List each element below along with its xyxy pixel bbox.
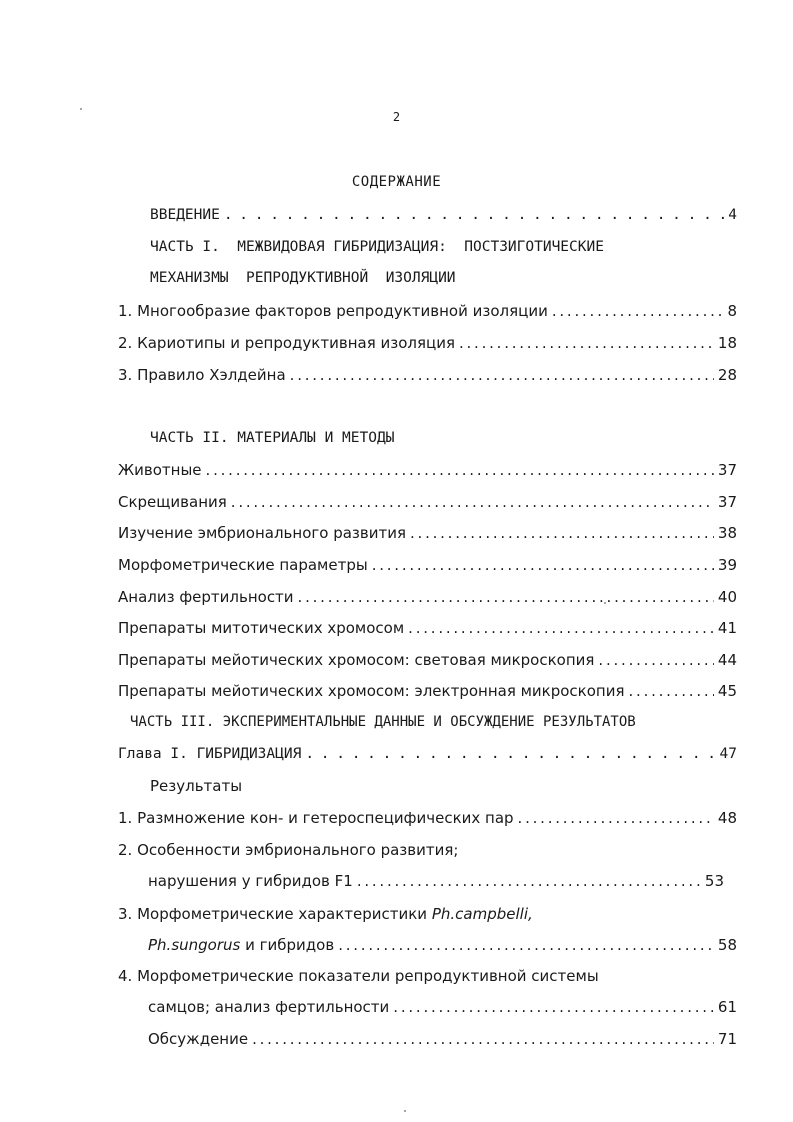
dot-leader <box>305 744 715 764</box>
entry-label: Морфометрические параметры <box>118 556 368 574</box>
toc-entry[interactable] <box>118 523 737 543</box>
dot-leader <box>629 681 714 701</box>
toc-entry[interactable] <box>118 618 737 638</box>
entry-page: 18 <box>717 334 737 352</box>
entry-label: Скрещивания <box>118 493 227 511</box>
entry-label: Препараты мейотических хромосом: электронная микроскопия <box>118 682 625 700</box>
dot-leader <box>552 301 724 321</box>
entry-label: Глава I. ГИБРИДИЗАЦИЯ <box>118 746 302 762</box>
entry-page: 40 <box>717 588 737 606</box>
dot-leader <box>231 492 714 512</box>
dot-leader <box>298 587 714 607</box>
dot-leader <box>459 333 714 353</box>
entry-page: 4 <box>728 207 737 223</box>
toc-entry[interactable] <box>118 555 737 575</box>
dot-leader <box>372 555 714 575</box>
toc-entry-line1[interactable] <box>118 840 458 860</box>
entry-number: 3. <box>118 905 133 923</box>
entry-page: 48 <box>717 809 737 827</box>
dot-leader <box>410 523 714 543</box>
entry-number: 3. <box>118 366 133 384</box>
entry-label: и гибридов <box>245 936 335 954</box>
entry-page: 53 <box>704 872 724 890</box>
entry-label: Особенности эмбрионального развития; <box>137 841 459 859</box>
toc-entry[interactable] <box>118 301 737 321</box>
dot-leader <box>357 871 701 891</box>
entry-page: 58 <box>717 936 737 954</box>
dot-leader <box>290 365 714 385</box>
toc-entry[interactable] <box>118 365 737 385</box>
entry-label: Изучение эмбрионального развития <box>118 524 406 542</box>
toc-title: СОДЕРЖАНИЕ <box>351 174 442 190</box>
entry-number: 2. <box>118 841 133 859</box>
dot-leader <box>252 1029 714 1049</box>
part1-heading-line2: МЕХАНИЗМЫ РЕПРОДУКТИВНОЙ ИЗОЛЯЦИИ <box>150 270 456 286</box>
entry-label: самцов; анализ фертильности <box>148 998 390 1016</box>
entry-page: 39 <box>717 556 737 574</box>
entry-label: Препараты митотических хромосом <box>118 619 405 637</box>
entry-label: Препараты мейотических хромосом: световая микроскопия <box>118 651 595 669</box>
entry-page: 37 <box>717 461 737 479</box>
dot-leader <box>224 205 724 225</box>
results-label: Результаты <box>150 777 243 795</box>
toc-entry[interactable] <box>118 333 737 353</box>
part3-heading: ЧАСТЬ III. ЭКСПЕРИМЕНТАЛЬНЫЕ ДАННЫЕ И ОБСУЖДЕНИЕ РЕЗУЛЬТАТОВ <box>130 714 636 730</box>
entry-label: нарушения у гибридов F1 <box>148 872 353 890</box>
part1-heading-line1: ЧАСТЬ I. МЕЖВИДОВАЯ ГИБРИДИЗАЦИЯ: ПОСТЗИГОТИЧЕСКИЕ <box>150 239 604 255</box>
scan-speck <box>404 1110 406 1112</box>
species-name: Ph.campbelli, <box>431 905 533 923</box>
toc-entry-line1[interactable] <box>118 904 533 924</box>
toc-entry-discussion[interactable] <box>148 1029 737 1049</box>
entry-label: Многообразие факторов репродуктивной изоляции <box>137 302 548 320</box>
toc-entry[interactable] <box>118 650 737 670</box>
toc-entry[interactable] <box>118 681 737 701</box>
entry-label: Анализ фертильности <box>118 588 294 606</box>
dot-leader <box>338 935 714 955</box>
entry-number: 1. <box>118 809 133 827</box>
toc-entry-line2[interactable] <box>148 997 737 1017</box>
entry-page: 28 <box>717 366 737 384</box>
dot-leader <box>598 650 713 670</box>
entry-page: 44 <box>717 651 737 669</box>
species-name: Ph.sungorus <box>148 936 241 954</box>
entry-page: 41 <box>717 619 737 637</box>
entry-label: Кариотипы и репродуктивная изоляция <box>137 334 455 352</box>
dot-leader <box>206 460 714 480</box>
entry-number: 1. <box>118 302 133 320</box>
entry-page: 38 <box>717 524 737 542</box>
entry-label: Морфометрические характеристики <box>137 905 428 923</box>
entry-page: 37 <box>717 493 737 511</box>
toc-entry-line2[interactable] <box>148 871 724 891</box>
entry-label: Животные <box>118 461 202 479</box>
toc-entry-chapter[interactable] <box>118 744 737 764</box>
dot-leader <box>393 997 714 1017</box>
scan-speck <box>80 108 82 110</box>
toc-entry[interactable] <box>118 808 737 828</box>
entry-number: 4. <box>118 967 133 985</box>
entry-label: Размножение кон- и гетероспецифических пар <box>137 809 514 827</box>
toc-entry-introduction[interactable] <box>150 205 737 225</box>
toc-entry[interactable] <box>118 460 737 480</box>
toc-entry[interactable] <box>118 587 737 607</box>
entry-label: Морфометрические показатели репродуктивной системы <box>137 967 599 985</box>
entry-label: ВВЕДЕНИЕ <box>150 207 220 223</box>
entry-page: 47 <box>719 746 737 762</box>
toc-entry-line1[interactable] <box>118 966 599 986</box>
entry-label: Правило Хэлдейна <box>137 366 286 384</box>
part2-heading: ЧАСТЬ II. МАТЕРИАЛЫ И МЕТОДЫ <box>150 430 395 446</box>
entry-number: 2. <box>118 334 133 352</box>
dot-leader <box>408 618 714 638</box>
entry-page: 71 <box>717 1030 737 1048</box>
entry-page: 61 <box>717 998 737 1016</box>
toc-entry-line2[interactable] <box>148 935 737 955</box>
entry-label: Обсуждение <box>148 1030 249 1048</box>
page-number: 2 <box>392 110 401 124</box>
entry-page: 8 <box>727 302 737 320</box>
dot-leader <box>518 808 714 828</box>
scan-speck <box>604 602 606 604</box>
toc-entry[interactable] <box>118 492 737 512</box>
entry-page: 45 <box>717 682 737 700</box>
